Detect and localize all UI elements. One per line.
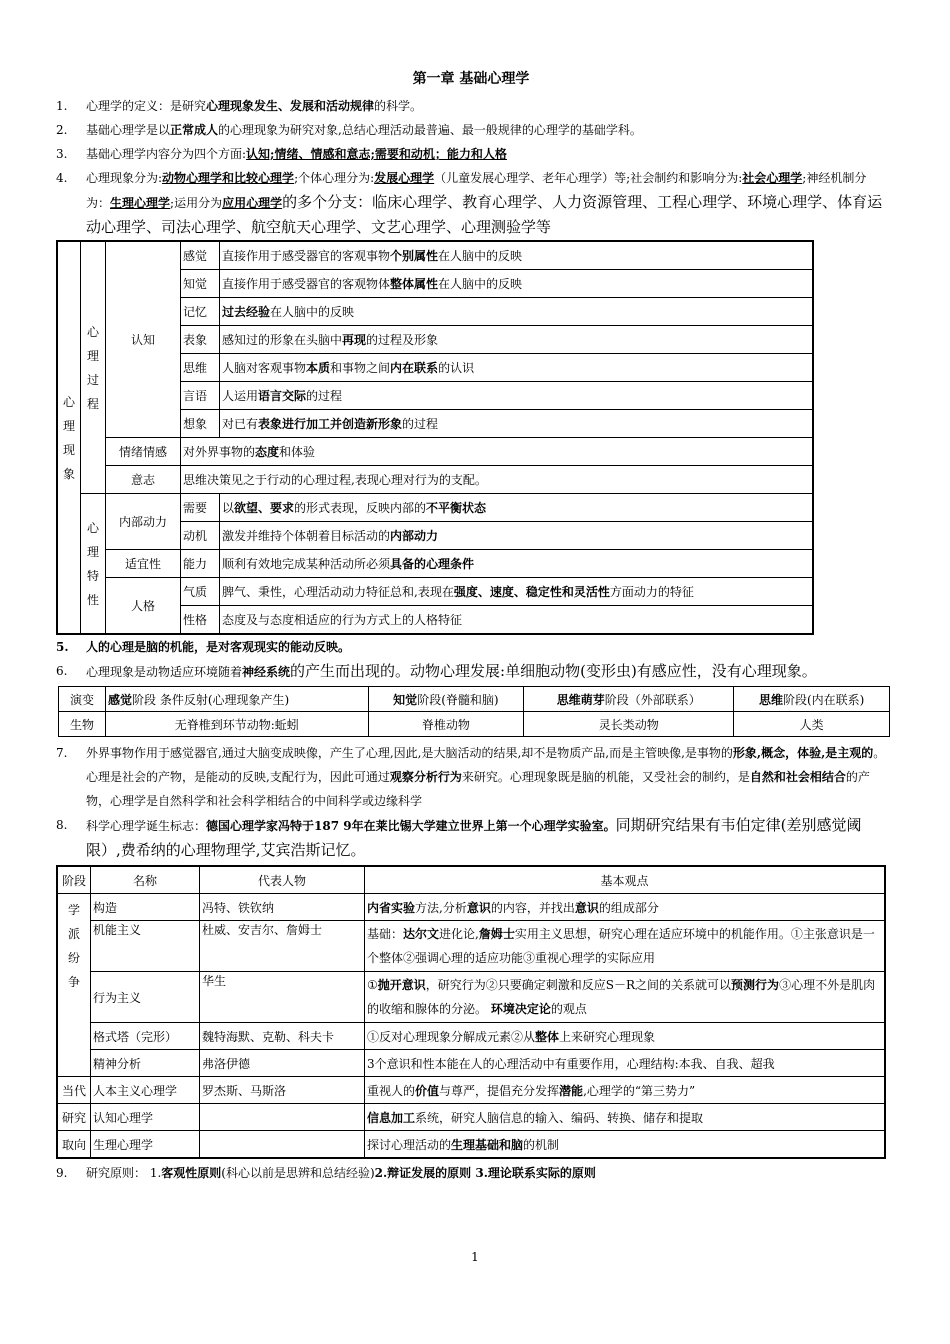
view-cell: 探讨心理活动的生理基础和脑的机制 [365,1131,886,1159]
name-cell: 机能主义 [91,921,200,972]
organism-cell: 脊椎动物 [368,712,524,737]
people-cell [200,1131,365,1159]
personality-label: 人格 [106,578,181,635]
school-label: 学 派 纷 争 [57,894,91,1077]
mental-phenomena-table [56,240,814,635]
page-number: 1 [471,1250,479,1264]
definition-cell: 对外界事物的态度和体验 [181,438,814,466]
people-cell: 罗杰斯、马斯洛 [200,1077,365,1104]
name-cell: 认知心理学 [91,1104,200,1131]
item-number: 4. [56,171,68,185]
definition-cell: 激发并维持个体朝着目标活动的内部动力 [220,522,814,550]
chapter-title: 第一章 基础心理学 [412,71,530,87]
item-number: 3. [56,147,68,161]
modern-label: 研究 [57,1104,91,1131]
item-3: 3. 基础心理学内容分为四个方面:认知;情绪、情感和意志;需要和动机；能力和人格 [56,142,886,166]
item-number: 6. [56,664,68,678]
term-cell: 记忆 [181,298,220,326]
name-cell: 格式塔（完形） [91,1023,200,1050]
item-number: 1. [56,99,68,113]
item-5: 5. 人的心理是脑的机能，是对客观现实的能动反映。 [56,635,886,659]
evolution-stage: 思维阶段(内在联系) [734,687,890,712]
header-cell: 代表人物 [200,866,365,894]
evolution-table [58,686,890,737]
document-page [56,66,886,1185]
name-cell: 行为主义 [91,972,200,1023]
organism-header: 生物 [59,712,106,737]
item-number: 5. [56,640,69,654]
term-cell: 气质 [181,578,220,606]
term-cell: 想象 [181,410,220,438]
schools-table [56,865,886,1159]
people-cell: 杜威、安吉尔、詹姆士 [200,921,365,972]
evolution-header: 演变 [59,687,106,712]
organism-cell: 灵长类动物 [524,712,734,737]
term-cell: 感觉 [181,241,220,270]
item-number: 8. [56,818,68,832]
term-cell: 思维 [181,354,220,382]
evolution-stage: 感觉阶段 条件反射(心理现象产生) [106,687,369,712]
definition-cell: 人脑对客观事物本质和事物之间内在联系的认识 [220,354,814,382]
item-7: 7. 外界事物作用于感觉器官,通过大脑变成映像，产生了心理,因此,是大脑活动的结果,却不是物质产品,而是主管映像,是事物的形象,概念，体验,是主观的。心理是社会的产物，是能动的反映,支配行为，因此可通过观察分析行为来研究。心理现象既是脑的机能，又受社会的制约，是自然和社会相结合的产物，心理学是自然科学和社会科学相结合的中间科学或边缘科学 [56,741,886,813]
modern-label: 当代 [57,1077,91,1104]
people-cell [200,1104,365,1131]
item-1: 1. 心理学的定义：是研究心理现象发生、发展和活动规律的科学。 [56,94,886,118]
view-cell: 重视人的价值与尊严，提倡充分发挥潜能,心理学的“第三势力” [365,1077,886,1104]
term-cell: 性格 [181,606,220,635]
definition-cell: 思维决策见之于行动的心理过程,表现心理对行为的支配。 [181,466,814,494]
term-cell: 言语 [181,382,220,410]
term-cell: 表象 [181,326,220,354]
definition-cell: 顺利有效地完成某种活动所必须具备的心理条件 [220,550,814,578]
term-cell: 能力 [181,550,220,578]
item-4: 4. 心理现象分为:动物心理学和比较心理学;个体心理分为:发展心理学（儿童发展心理学、老年心理学）等;社会制约和影响分为:社会心理学;神经机制分为：生理心理学;运用分为应用心理学的多个分支：临床心理学、教育心理学、人力资源管理、工程心理学、环境心理学、体育运动心理学、司法心理学、航空航天心理学、文艺心理学、心理测验学等 [56,166,886,240]
people-cell: 魏特海默、克勒、科夫卡 [200,1023,365,1050]
name-cell: 生理心理学 [91,1131,200,1159]
header-cell: 阶段 [57,866,91,894]
term-cell: 知觉 [181,270,220,298]
motivation-label: 内部动力 [106,494,181,550]
organism-cell: 无脊椎到环节动物:蚯蚓 [106,712,369,737]
name-cell: 构造 [91,894,200,921]
header-cell: 名称 [91,866,200,894]
definition-cell: 态度及与态度相适应的行为方式上的人格特征 [220,606,814,635]
name-cell: 精神分析 [91,1050,200,1077]
mental-process-label: 心 理 过 程 [81,241,106,494]
item-9: 9. 研究原则： 1.客观性原则(科心以前是思辨和总结经验)2.辩证发展的原则 3.理论联系实际的原则 [56,1161,886,1185]
people-cell: 冯特、铁钦纳 [200,894,365,921]
view-cell: 信息加工系统，研究人脑信息的输入、编码、转换、储存和提取 [365,1104,886,1131]
mental-phenomena-label: 心 理 现 象 [57,241,81,634]
definition-cell: 对已有表象进行加工并创造新形象的过程 [220,410,814,438]
view-cell: 基础：达尔文进化论,詹姆士实用主义思想，研究心理在适应环境中的机能作用。①主张意识是一个整体②强调心理的适应功能③重视心理学的实际应用 [365,921,886,972]
definition-cell: 感知过的形象在头脑中再现的过程及形象 [220,326,814,354]
definition-cell: 过去经验在人脑中的反映 [220,298,814,326]
cognition-label: 认知 [106,241,181,438]
organism-cell: 人类 [734,712,890,737]
item-6: 6. 心理现象是动物适应环境随着神经系统的产生而出现的。动物心理发展:单细胞动物(变形虫)有感应性，没有心理现象。 [56,659,886,684]
emotion-label: 情绪情感 [106,438,181,466]
definition-cell: 以欲望、要求的形式表现，反映内部的不平衡状态 [220,494,814,522]
definition-cell: 脾气、秉性，心理活动动力特征总和,表现在强度、速度、稳定性和灵活性方面动力的特征 [220,578,814,606]
fit-label: 适宜性 [106,550,181,578]
view-cell: 3个意识和性本能在人的心理活动中有重要作用，心理结构:本我、自我、超我 [365,1050,886,1077]
view-cell: 内省实验方法,分析意识的内容，并找出意识的组成部分 [365,894,886,921]
item-8: 8. 科学心理学诞生标志：德国心理学家冯特于187 9年在莱比锡大学建立世界上第一个心理学实验室。同期研究结果有韦伯定律(差别感觉阈限）,费希纳的心理物理学,艾宾浩斯记忆。 [56,813,886,863]
definition-cell: 直接作用于感受器官的客观物体整体属性在人脑中的反映 [220,270,814,298]
item-2: 2. 基础心理学是以正常成人的心理现象为研究对象,总结心理活动最普遍、最一般规律的心理学的基础学科。 [56,118,886,142]
item-number: 7. [56,746,68,760]
view-cell: ①抛开意识，研究行为②只要确定刺激和反应S－R之间的关系就可以预测行为③心理不外是肌肉的收缩和腺体的分泌。 环境决定论的观点 [365,972,886,1023]
term-cell: 动机 [181,522,220,550]
people-cell: 弗洛伊德 [200,1050,365,1077]
mental-trait-label: 心 理 特 性 [81,494,106,635]
header-cell: 基本观点 [365,866,886,894]
name-cell: 人本主义心理学 [91,1077,200,1104]
term-cell: 需要 [181,494,220,522]
view-cell: ①反对心理现象分解成元素②从整体上来研究心理现象 [365,1023,886,1050]
people-cell: 华生 [200,972,365,1023]
evolution-stage: 思维萌芽阶段（外部联系） [524,687,734,712]
definition-cell: 直接作用于感受器官的客观事物个别属性在人脑中的反映 [220,241,814,270]
item-number: 9. [56,1166,68,1180]
definition-cell: 人运用语言交际的过程 [220,382,814,410]
will-label: 意志 [106,466,181,494]
evolution-stage: 知觉阶段(脊髓和脑) [368,687,524,712]
modern-label: 取向 [57,1131,91,1159]
item-number: 2. [56,123,68,137]
